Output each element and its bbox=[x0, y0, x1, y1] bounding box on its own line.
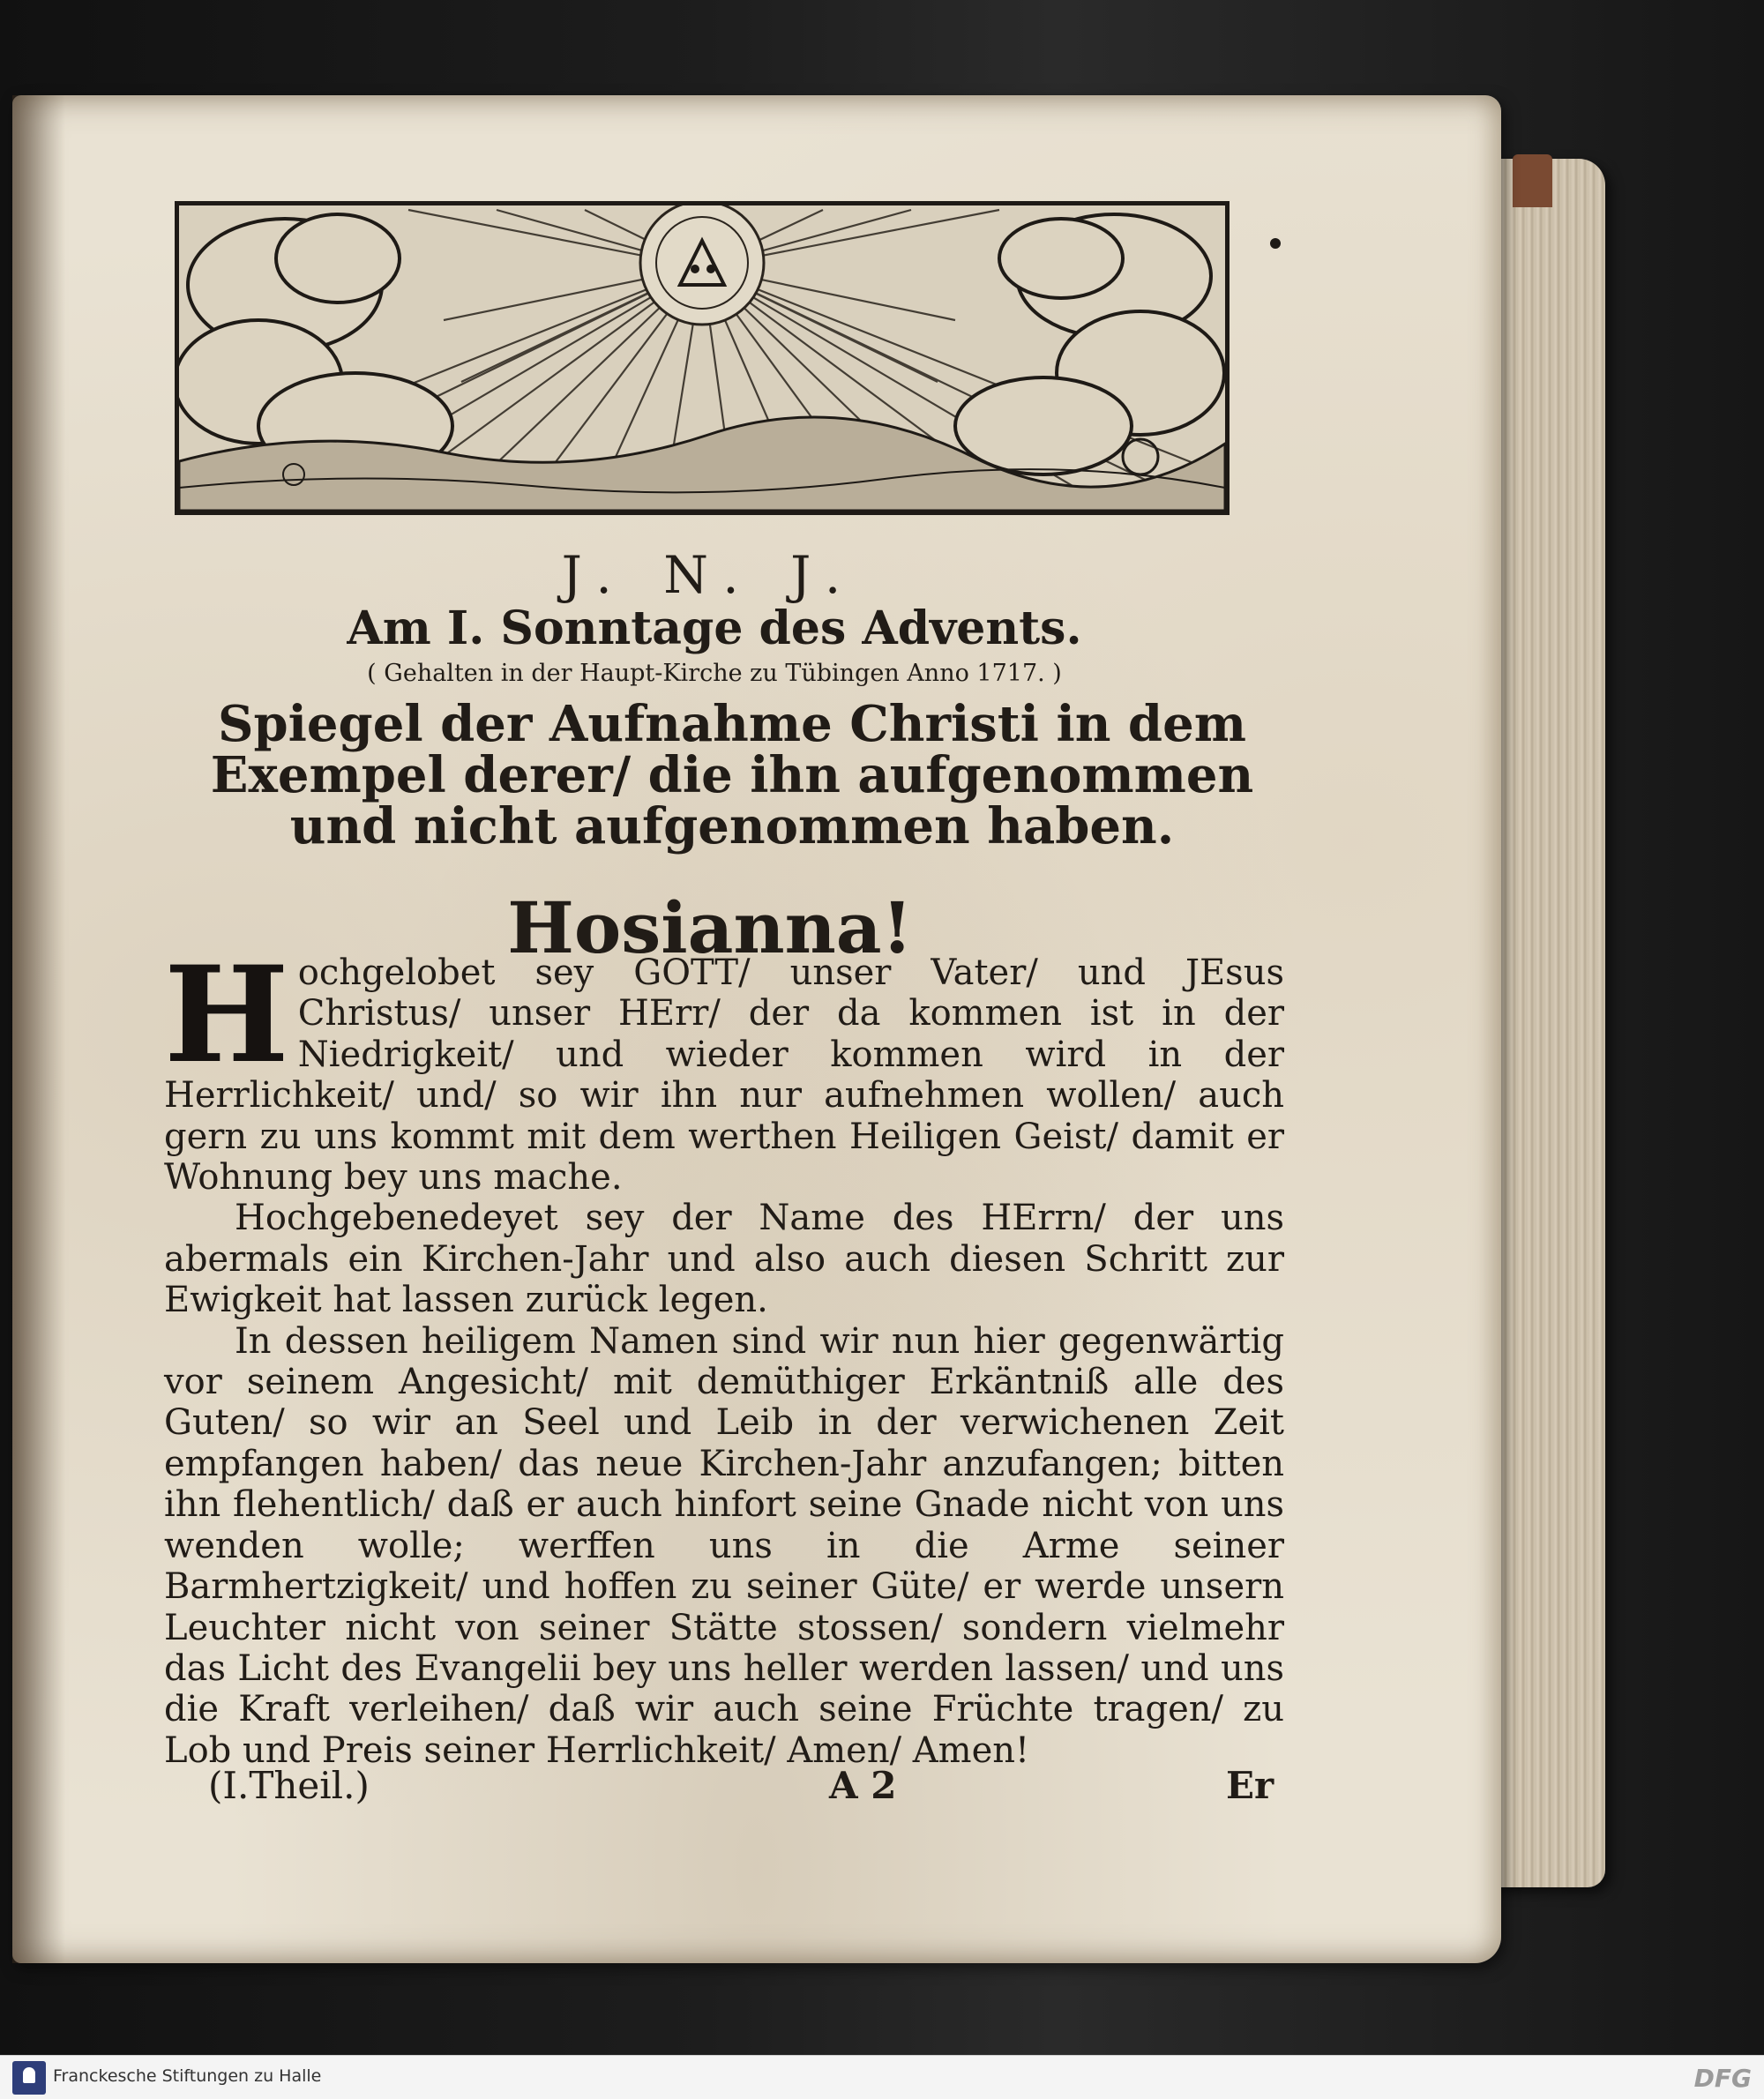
book-page-edges bbox=[1491, 159, 1605, 1887]
woodcut-vignette bbox=[175, 201, 1230, 515]
sermon-heading: Am I. Sonntage des Advents. bbox=[347, 601, 1082, 655]
woodcut-sun-clouds-illustration bbox=[179, 205, 1225, 511]
printers-mark-dot bbox=[1270, 238, 1281, 249]
inri-heading: J. N. J. bbox=[561, 545, 859, 605]
page-gutter-shadow bbox=[12, 95, 65, 1963]
sermon-subheading: ( Gehalten in der Haupt-Kirche zu Tübingen Anno 1717. ) bbox=[367, 660, 1062, 687]
sermon-title: Spiegel der Aufnahme Christi in dem Exempel derer/ die ihn aufgenommen und nicht aufgenommen haben. bbox=[210, 695, 1254, 855]
paragraph-1 bbox=[164, 937, 1284, 1199]
paragraph-3: In dessen heiligem Namen sind wir nun hier gegenwärtig vor seinem Angesicht/ mit demüthiger Erkäntniß alle des Guten/ so wir an Seel und Leib in der verwichenen Zeit empfangen haben/ das neue Kirchen-Jahr anzufangen; bitten ihn flehentlich/ daß er auch hinfort seine Gnade nicht von uns wenden wolle; werffen uns in die Arme seiner Barmhertzigkeit/ und hoffen zu seiner Güte/ er werde unsern Leuchter nicht von seiner Stätte stossen/ sondern vielmehr das Licht des Evangelii bey uns heller werden lassen/ und uns die Kraft verleihen/ daß wir auch seine Früchte tragen/ zu Lob und Preis seiner Herrlichkeit/ Amen/ Amen! bbox=[164, 1320, 1284, 1771]
institution-name[interactable]: Franckesche Stiftungen zu Halle bbox=[53, 2066, 322, 2086]
decorated-initial: H bbox=[164, 937, 289, 1093]
part-label: (I.Theil.) bbox=[208, 1764, 370, 1807]
dfg-logo[interactable]: DFG bbox=[1693, 2064, 1752, 2093]
signature-mark: A 2 bbox=[829, 1764, 897, 1807]
sermon-body bbox=[164, 937, 1284, 1771]
viewer-footer-bar bbox=[0, 2055, 1764, 2099]
catchword: Er bbox=[1226, 1764, 1274, 1807]
institution-logo-icon[interactable] bbox=[12, 2061, 46, 2095]
paragraph-2: Hochgebenedeyet sey der Name des HErrn/ der uns abermals ein Kirchen-Jahr und also auch diesen Schritt zur Ewigkeit hat lassen zurück legen. bbox=[164, 1198, 1284, 1321]
paragraph-1-text: ochgelobet sey GOTT/ unser Vater/ und JEsus Christus/ unser HErr/ der da kommen ist in der Niedrigkeit/ und wieder kommen wird in der Herrlichkeit/ und/ so wir ihn nur aufnehmen wollen/ auch gern zu uns kommt mit dem werthen Heiligen Geist/ damit er Wohnung bey uns mache. bbox=[164, 952, 1284, 1199]
hosianna-exclamation: Hosianna! bbox=[507, 886, 913, 969]
bookmark-ribbon bbox=[1513, 154, 1552, 207]
